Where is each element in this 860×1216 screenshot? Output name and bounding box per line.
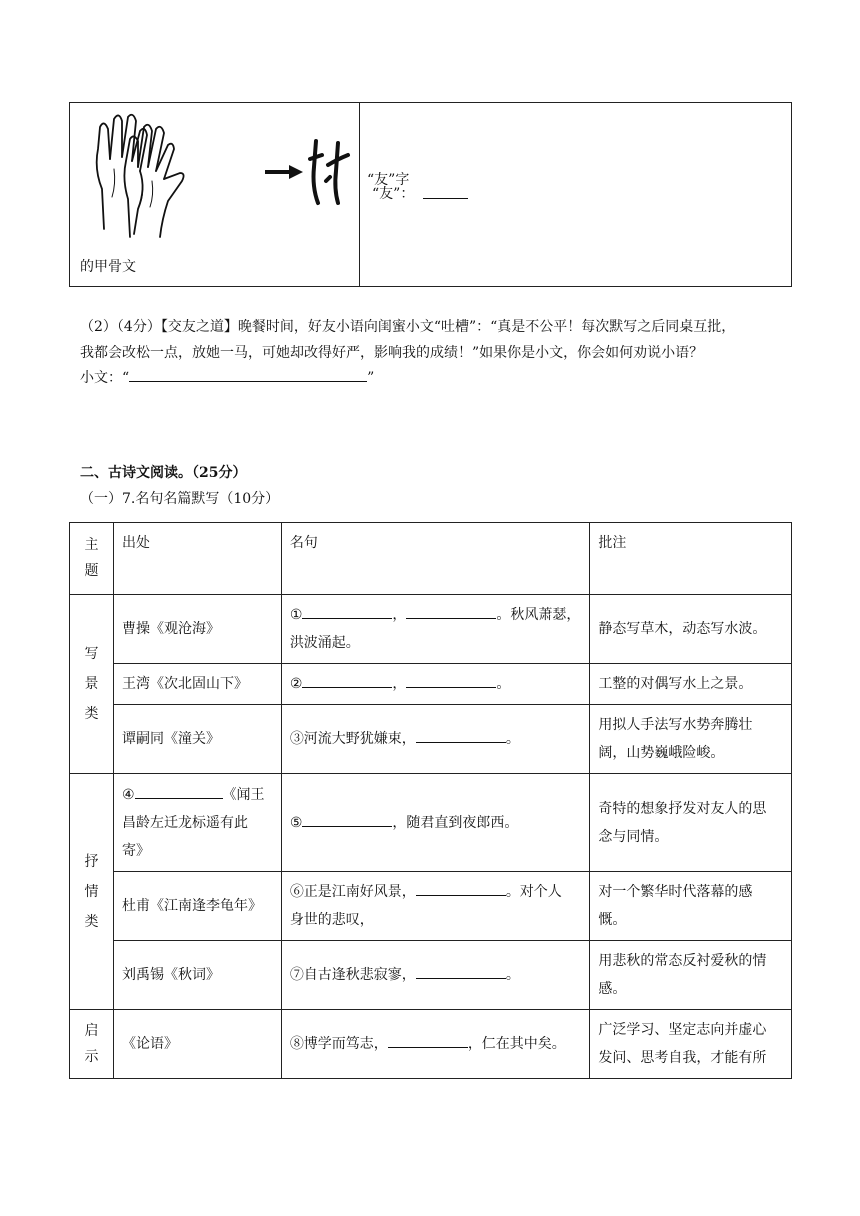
oracle-caption-right: “友”字 (367, 172, 410, 188)
table-row (70, 1010, 792, 1079)
answer-blank[interactable] (302, 673, 392, 688)
answer-blank[interactable] (302, 812, 392, 827)
oracle-bone-image-cell (70, 103, 410, 287)
group-inspire: 启示 (70, 1010, 114, 1079)
answer-blank[interactable] (406, 604, 496, 619)
line-cell: ⑥正是江南好风景， 。对个人 身世的悲叹， (281, 872, 590, 941)
table-row (70, 774, 792, 872)
note-cell: 静态写草木，动态写水波。 (590, 595, 792, 664)
source-cell: 刘禹锡《秋词》 (113, 941, 281, 1010)
source-cell: 《论语》 (113, 1010, 281, 1079)
source-cell: 杜甫《江南逢李龟年》 (113, 872, 281, 941)
answer-blank[interactable] (388, 1033, 468, 1048)
group-scenery: 写景类 (70, 595, 114, 774)
line-cell: ① ， 。秋风萧瑟， 洪波涌起。 (281, 595, 590, 664)
answer-blank[interactable] (302, 604, 392, 619)
section-2-subtitle: （一）7.名句名篇默写（10分） (80, 491, 280, 507)
line-cell: ② ， 。 (281, 664, 590, 705)
header-note: 批注 (590, 523, 792, 595)
section-2-title: 二、古诗文阅读。（25分） (80, 465, 247, 481)
header-theme: 主题 (70, 523, 114, 595)
table-row (70, 664, 792, 705)
oracle-you-glyph-icon (308, 137, 356, 207)
source-cell: 谭嗣同《潼关》 (113, 705, 281, 774)
question-2-answer-blank[interactable] (129, 367, 367, 382)
answer-blank[interactable] (406, 673, 496, 688)
arrow-right-icon (265, 163, 305, 181)
header-source: 出处 (113, 523, 281, 595)
question-2-line2: 我都会改松一点，放她一马，可她却改得好严，影响我的成绩！”如果你是小文，你会如何劝说小语？ (80, 345, 704, 361)
table-header-row (70, 523, 792, 595)
note-cell: 奇特的想象抒发对友人的思 念与同情。 (590, 774, 792, 872)
line-cell: ③河流大野犹嫌束， 。 (281, 705, 590, 774)
source-cell: 曹操《观沧海》 (113, 595, 281, 664)
source-cell: 王湾《次北固山下》 (113, 664, 281, 705)
answer-label: “友”： (372, 186, 415, 202)
oracle-answer-cell (360, 103, 792, 287)
line-cell: ⑦自古逢秋悲寂寥， 。 (281, 941, 590, 1010)
note-cell: 用拟人手法写水势奔腾壮 阔，山势巍峨险峻。 (590, 705, 792, 774)
oracle-caption-bottom: 的甲骨文 (80, 259, 136, 275)
table-row (70, 941, 792, 1010)
arrow-right-icon (265, 263, 305, 281)
note-cell: 工整的对偶写水上之景。 (590, 664, 792, 705)
source-cell: ④ 《闻王 昌龄左迁龙标遥有此 寄》 (113, 774, 281, 872)
answer-blank[interactable] (423, 184, 468, 199)
note-cell: 对一个繁华时代落幕的感 慨。 (590, 872, 792, 941)
answer-blank[interactable] (416, 728, 506, 743)
table-row (70, 872, 792, 941)
answer-blank[interactable] (135, 784, 223, 799)
note-cell: 广泛学习、坚定志向并虚心 发问、思考自我，才能有所 (590, 1010, 792, 1079)
line-cell: ⑧博学而笃志， ，仁在其中矣。 (281, 1010, 590, 1079)
header-line: 名句 (281, 523, 590, 595)
question-2-answer-line: 小文：“ ” (80, 366, 374, 390)
oracle-bone-table (69, 102, 792, 287)
famous-lines-table (69, 522, 792, 1079)
hands-drawing-icon (84, 109, 194, 239)
table-row (70, 705, 792, 774)
group-emotion: 抒情类 (70, 774, 114, 1010)
line-cell: ⑤ ，随君直到夜郎西。 (281, 774, 590, 872)
answer-blank[interactable] (416, 881, 506, 896)
note-cell: 用悲秋的常态反衬爱秋的情 感。 (590, 941, 792, 1010)
question-2-line1: （2）（4分）【交友之道】晚餐时间，好友小语向闺蜜小文“吐槽”：“真是不公平！每次默写之后同桌互批， (80, 319, 736, 335)
answer-blank[interactable] (416, 964, 506, 979)
table-row (70, 595, 792, 664)
